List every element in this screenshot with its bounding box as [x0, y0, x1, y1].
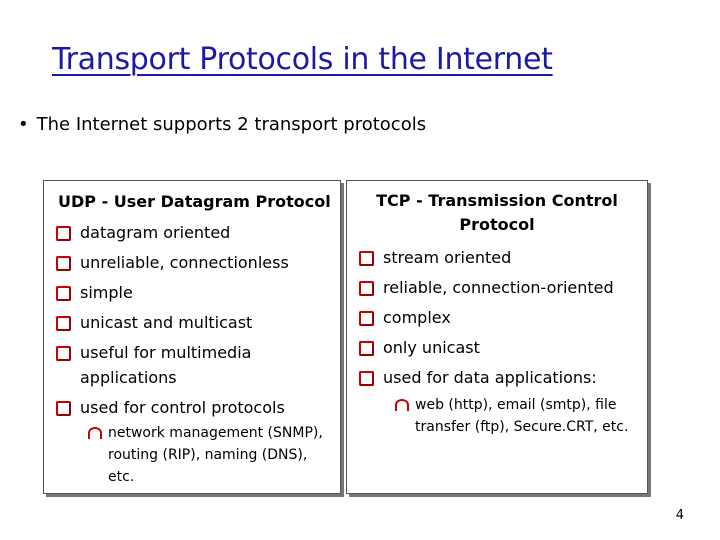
arc-bullet-icon: [395, 399, 409, 411]
intro-line: [18, 114, 426, 135]
checkbox-bullet-icon: [56, 316, 71, 331]
udp-box: [43, 180, 341, 494]
checkbox-bullet-icon: [56, 346, 71, 361]
list-item: datagram oriented: [44, 220, 340, 245]
list-item: only unicast: [347, 335, 647, 360]
sub-list-item: web (http), email (smtp), file transfer (ftp), Secure.CRT, etc.: [347, 394, 647, 438]
sub-list-item: network management (SNMP), routing (RIP), naming (DNS), etc.: [44, 422, 340, 488]
checkbox-bullet-icon: [56, 226, 71, 241]
tcp-heading: TCP - Transmission Control Protocol: [376, 191, 618, 234]
checkbox-bullet-icon: [359, 371, 374, 386]
checkbox-bullet-icon: [56, 256, 71, 271]
intro-bullet: •: [18, 114, 29, 135]
checkbox-bullet-icon: [359, 251, 374, 266]
checkbox-bullet-icon: [359, 311, 374, 326]
slide-title: Transport Protocols in the Internet: [52, 42, 553, 77]
tcp-box: [346, 180, 648, 494]
list-item: useful for multimedia applications: [44, 340, 340, 390]
checkbox-bullet-icon: [56, 286, 71, 301]
checkbox-bullet-icon: [359, 341, 374, 356]
list-item: unreliable, connectionless: [44, 250, 340, 275]
list-item: unicast and multicast: [44, 310, 340, 335]
checkbox-bullet-icon: [359, 281, 374, 296]
list-item: used for control protocols: [44, 395, 340, 420]
list-item: complex: [347, 305, 647, 330]
arc-bullet-icon: [88, 427, 102, 439]
intro-text: The Internet supports 2 transport protocols: [36, 114, 427, 135]
list-item: used for data applications:: [347, 365, 647, 390]
list-item: reliable, connection-oriented: [347, 275, 647, 300]
list-item: simple: [44, 280, 340, 305]
udp-heading: UDP - User Datagram Protocol: [58, 192, 331, 211]
page-number: 4: [675, 508, 684, 523]
checkbox-bullet-icon: [56, 401, 71, 416]
udp-list: [44, 220, 340, 488]
list-item: stream oriented: [347, 245, 647, 270]
tcp-list: [347, 245, 647, 438]
